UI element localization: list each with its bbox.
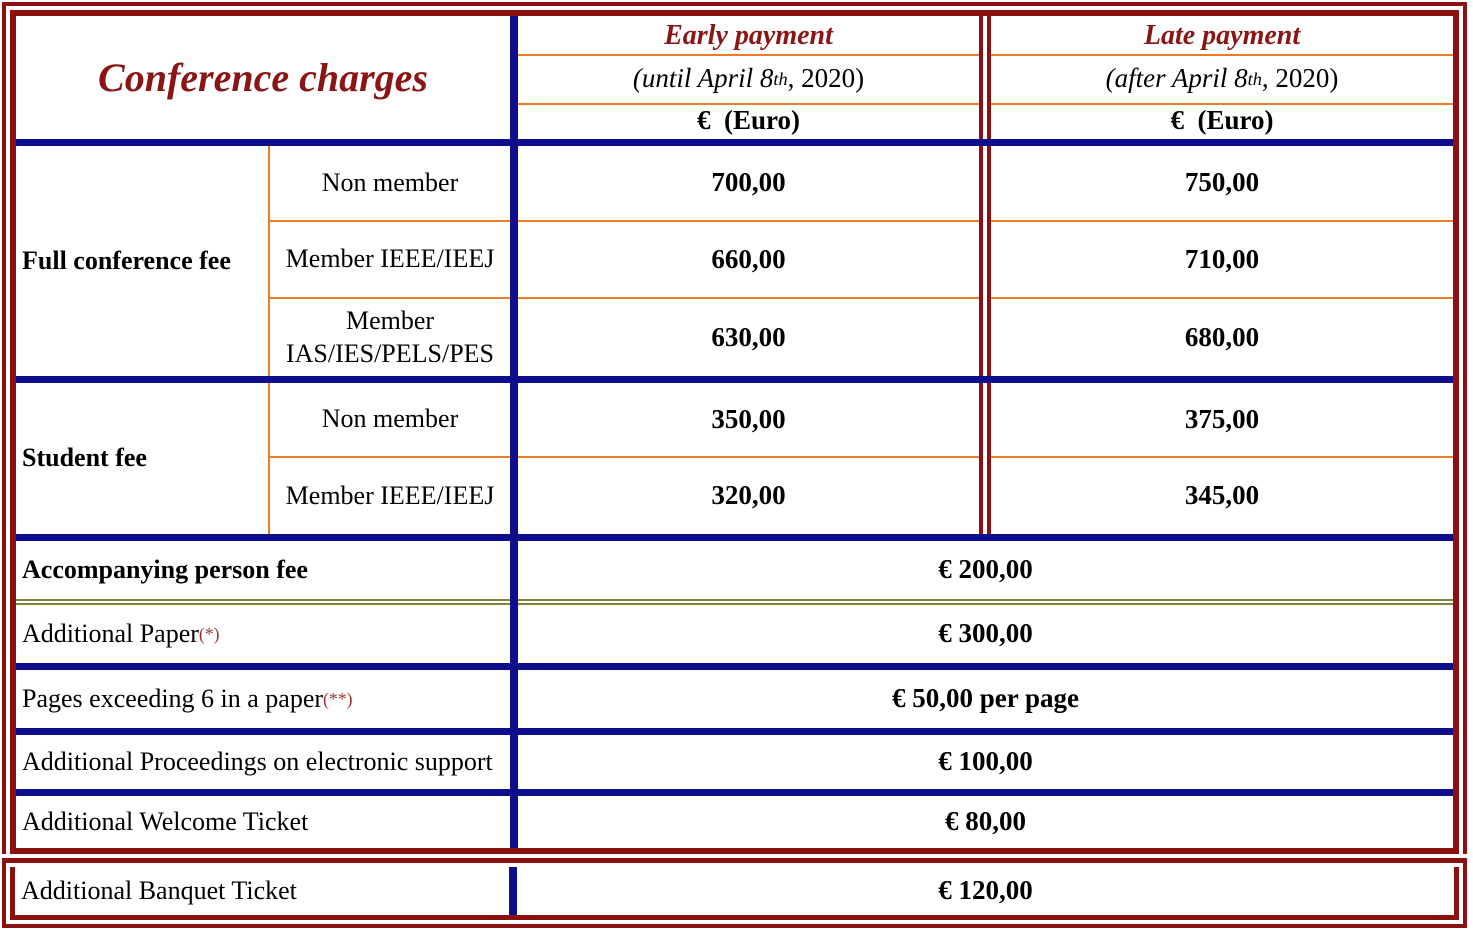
deadline-year: , 2020) — [1261, 62, 1339, 93]
row-value: € 80,00 — [945, 806, 1026, 837]
deadline-text: (after April 8 — [1105, 62, 1248, 93]
section-divider-line — [16, 728, 1453, 735]
row-value: € 120,00 — [938, 875, 1033, 906]
payment-columns-divider — [979, 16, 991, 534]
main-table — [16, 16, 1453, 848]
section-label-student-fee: Student fee — [22, 443, 147, 473]
row-label-text: Additional Welcome Ticket — [22, 806, 309, 836]
late-fee-value: 680,00 — [1184, 321, 1260, 352]
row-value: € 300,00 — [938, 618, 1033, 649]
late-payment-deadline: (after April 8 th , 2020) — [991, 54, 1453, 103]
category-label: Non member — [321, 167, 459, 197]
category-label: Member IAS/IES/PELS/PES — [285, 306, 495, 368]
row-label: Additional Banquet Ticket — [21, 875, 297, 905]
row-label: Additional Paper (*) — [16, 605, 510, 663]
section-divider-line — [16, 534, 1453, 541]
early-payment-header: Early payment — [664, 19, 833, 51]
section-label-full-conference-fee: Full conference fee — [22, 245, 231, 275]
late-fee-value: 375,00 — [1184, 403, 1260, 434]
row-label-text: Additional Proceedings on electronic support — [22, 746, 493, 776]
deadline-text: (until April 8 — [632, 62, 774, 93]
early-fee-value: 660,00 — [711, 243, 786, 274]
late-payment-header: Late payment — [1143, 19, 1301, 51]
row-value: € 100,00 — [938, 746, 1033, 777]
label-value-column-line — [509, 867, 517, 915]
category-label: Member IEEE/IEEJ — [285, 244, 495, 274]
early-payment-deadline: (until April 8 th , 2020) — [518, 54, 979, 103]
conference-charges-table — [2, 2, 1467, 928]
banquet-table-outer-border — [2, 858, 1467, 928]
row-label — [16, 735, 510, 789]
row-label-text: Accompanying person fee — [22, 554, 308, 584]
banquet-table — [15, 867, 1454, 915]
category-label: Member IEEE/IEEJ — [285, 480, 495, 510]
early-fee-value: 700,00 — [711, 167, 786, 198]
row-value: € 50,00 per page — [892, 683, 1079, 714]
row-label — [16, 796, 510, 848]
banquet-table-inner-border — [10, 867, 1459, 920]
section-divider-line — [16, 663, 1453, 670]
section-divider-line — [16, 376, 1453, 383]
early-fee-value: 630,00 — [711, 321, 786, 352]
late-fee-value: 710,00 — [1184, 243, 1260, 274]
late-fee-value: 750,00 — [1184, 167, 1260, 198]
late-fee-value: 345,00 — [1184, 480, 1260, 511]
row-label-text: Additional Paper — [22, 618, 199, 648]
late-currency-label: € (Euro) — [1170, 105, 1274, 136]
header-bottom-line — [16, 139, 1453, 146]
row-value: € 200,00 — [938, 554, 1033, 585]
row-label: Pages exceeding 6 in a paper (**) — [16, 670, 510, 728]
main-table-inner-border — [10, 10, 1459, 854]
category-label: Non member — [321, 404, 459, 434]
table-title: Conference charges — [98, 54, 428, 100]
main-table-outer-border — [2, 2, 1467, 854]
deadline-year: , 2020) — [787, 62, 865, 93]
section-divider-line — [16, 789, 1453, 796]
early-fee-value: 320,00 — [711, 480, 786, 511]
early-currency-label: € (Euro) — [696, 105, 800, 136]
early-fee-value: 350,00 — [711, 403, 786, 434]
row-label — [16, 541, 510, 599]
row-label-text: Pages exceeding 6 in a paper — [22, 683, 324, 713]
